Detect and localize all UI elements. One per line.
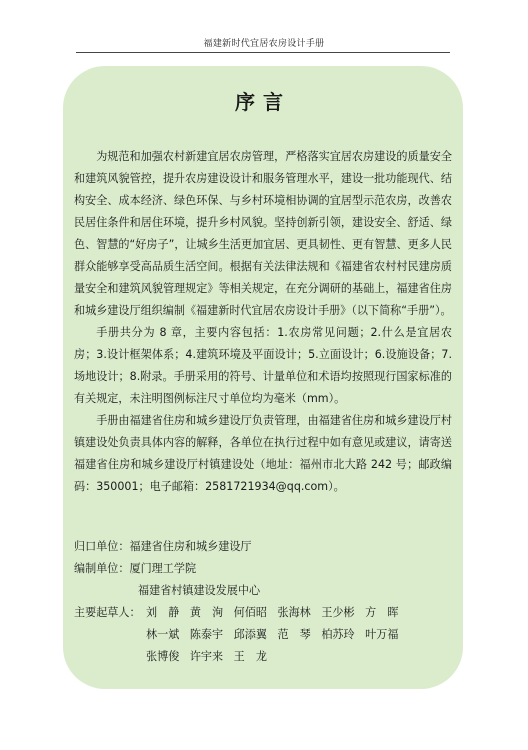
authors-row-3 [74,646,454,668]
author-name: 刘 静 [146,606,180,619]
author-name: 邱添翼 [233,628,267,641]
author-name: 许宇来 [189,650,224,663]
author-name: 柏苏玲 [321,628,355,641]
author-name: 范 琴 [277,628,311,641]
author-name: 林一斌 [146,628,180,641]
preface-paragraph-2: 手册共分为 8 章，主要内容包括：1.农房常见问题；2.什么是宜居农房；3.设计框架体系；4.建筑环境及平面设计；5.立面设计；6.设施设备；7.场地设计；8.附录。手册采用的符号、计量单位和术语均按照现行国家标准的有关规定，未注明图例标注尺寸单位均为毫米（mm）。 [74,326,452,405]
authors-row-1 [74,602,454,624]
author-name: 方 晖 [365,606,399,619]
preface-body [74,146,452,498]
author-name: 何佰昭 [233,606,267,619]
author-name: 王少彬 [321,606,355,619]
author-name: 黄 洵 [189,606,224,619]
authors-names-1 [146,602,405,624]
authors-row-2 [74,624,454,646]
author-name: 陈泰宇 [189,628,224,641]
author-name: 张博俊 [146,650,180,663]
author-name: 叶万福 [365,628,399,641]
credits-block [74,536,454,668]
owner-unit-line: 归口单位：福建省住房和城乡建设厅 [74,540,252,553]
editor-unit-line-2: 福建省村镇建设发展中心 [138,584,261,597]
authors-label: 主要起草人： [74,606,141,619]
preface-paragraph-1: 为规范和加强农村新建宜居农房管理，严格落实宜居农房建设的质量安全和建筑风貌管控，提升农房建设设计和服务管理水平，建设一批功能现代、结构安全、成本经济、绿色环保、与乡村环境相协调的宜居型示范农房，改善农民居住条件和居住环境，提升乡村风貌。坚持创新引领，建设安全、舒适、绿色、智慧的“好房子”，让城乡生活更加宜居、更具韧性、更有智慧、更多人民群众能够享受高品质生活空间。根据有关法律法规和《福建省农村村民建房质量安全和建筑风貌管理规定》等相关规定，在充分调研的基础上，福建省住房和城乡建设厅组织编制《福建新时代宜居农房设计手册》（以下简称“手册”）。 [74,150,452,317]
author-name: 王 龙 [233,650,267,663]
preface-paragraph-3: 手册由福建省住房和城乡建设厅负责管理，由福建省住房和城乡建设厅村镇建设处负责具体内容的解释，各单位在执行过程中如有意见或建议，请寄送福建省住房和城乡建设厅村镇建设处（地址：福州市北大路 242 号；邮政编码：350001；电子邮箱：2581721934@qq.com）。 [74,414,452,493]
author-name: 张海林 [277,606,311,619]
preface-title: 序言 [235,90,291,114]
editor-unit-line: 编制单位：厦门理工学院 [74,562,197,575]
header-rule [76,52,450,53]
running-header: 福建新时代宜居农房设计手册 [203,39,325,49]
